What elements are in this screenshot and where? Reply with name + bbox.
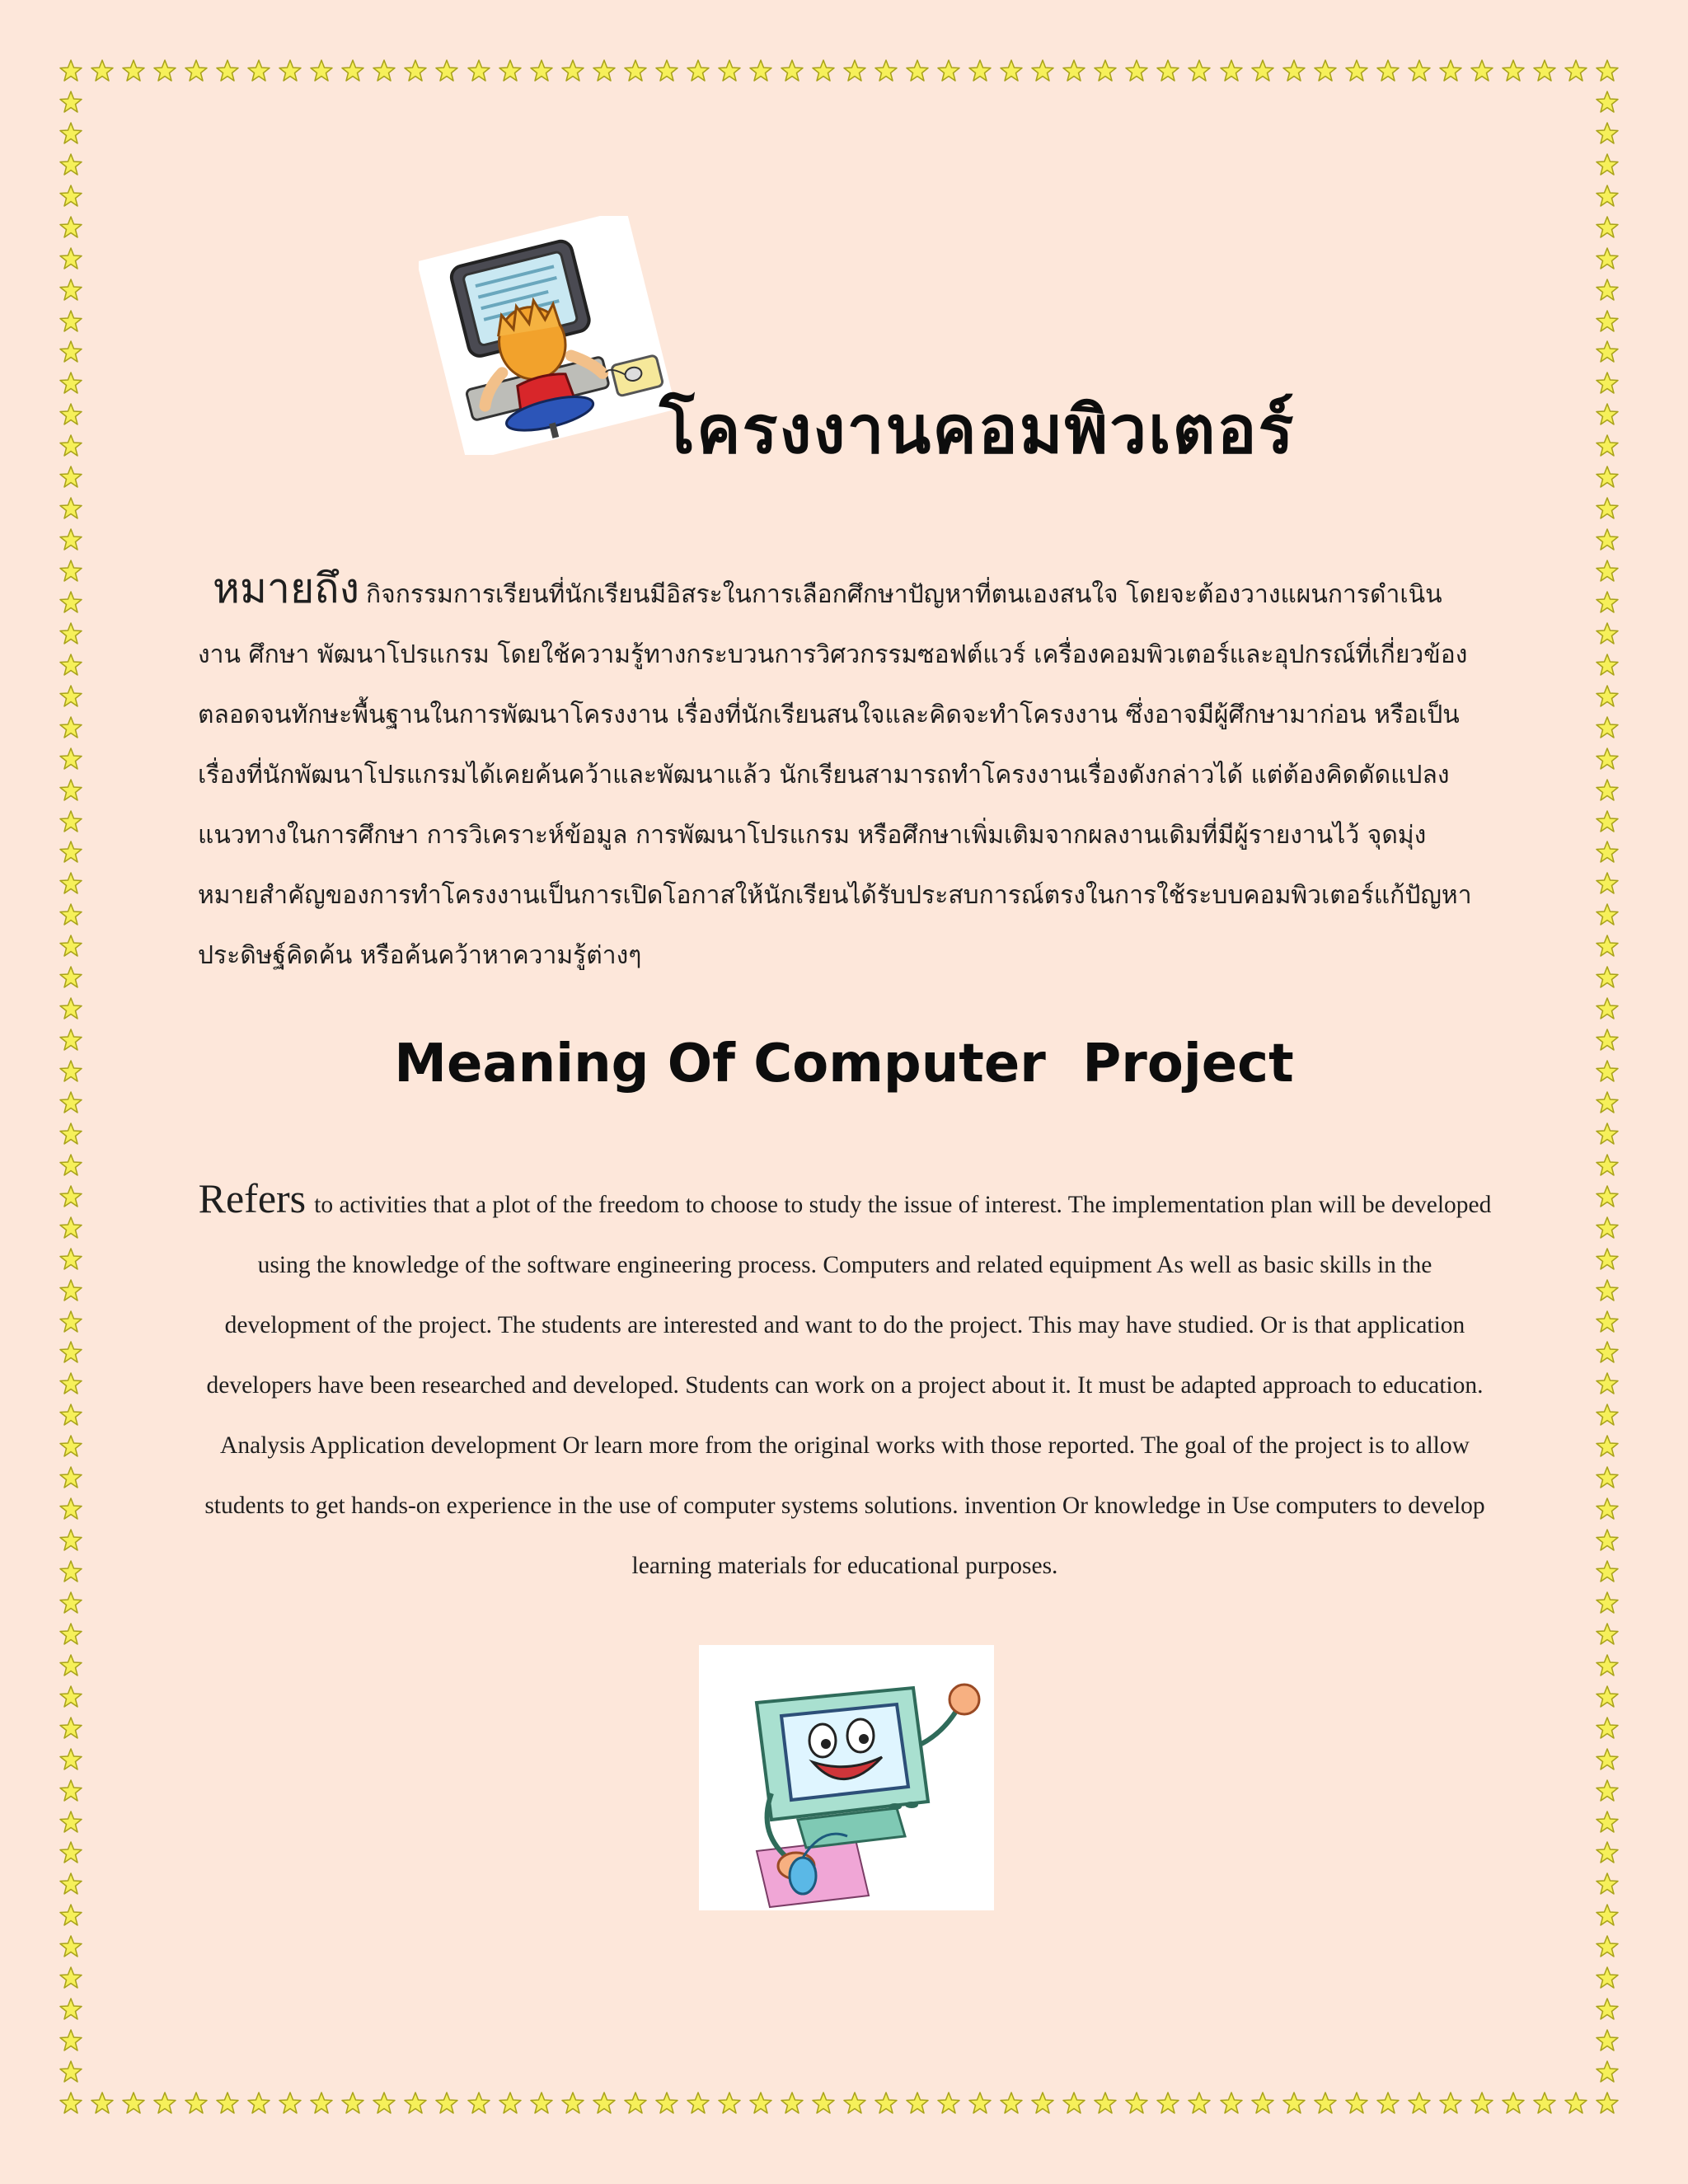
- star-icon: [968, 59, 992, 82]
- star-icon: [59, 1623, 82, 1646]
- star-icon: [530, 59, 553, 82]
- star-icon: [1596, 1717, 1619, 1740]
- star-icon: [59, 779, 82, 802]
- star-icon: [59, 903, 82, 926]
- star-icon: [874, 59, 898, 82]
- english-paragraph: [198, 1169, 1492, 1596]
- star-icon: [341, 2092, 364, 2115]
- star-icon: [530, 2092, 553, 2115]
- star-icon: [1596, 1310, 1619, 1333]
- star-icon: [59, 1811, 82, 1834]
- star-icon: [1251, 2092, 1274, 2115]
- star-icon: [59, 1841, 82, 1864]
- star-icon: [59, 1717, 82, 1740]
- star-icon: [59, 1466, 82, 1489]
- star-icon: [91, 59, 114, 82]
- star-icon: [1596, 279, 1619, 302]
- star-icon: [59, 1872, 82, 1896]
- page-title: โครงงานคอมพิวเตอร์: [659, 391, 1296, 468]
- star-icon: [1094, 2092, 1117, 2115]
- star-icon: [1596, 247, 1619, 270]
- star-icon: [1031, 59, 1054, 82]
- star-icon: [341, 59, 364, 82]
- star-icon: [59, 1591, 82, 1615]
- star-icon: [1596, 1685, 1619, 1708]
- star-icon: [59, 1529, 82, 1552]
- star-icon: [1596, 622, 1619, 645]
- star-icon: [1596, 1811, 1619, 1834]
- star-icon: [1220, 59, 1243, 82]
- star-icon: [59, 685, 82, 708]
- star-icon: [1596, 1529, 1619, 1552]
- star-icon: [1502, 59, 1525, 82]
- star-icon: [59, 1248, 82, 1271]
- star-icon: [1596, 185, 1619, 208]
- star-icon: [1596, 2092, 1619, 2115]
- star-icon: [1596, 1779, 1619, 1802]
- star-icon: [937, 59, 960, 82]
- star-icon: [1000, 2092, 1023, 2115]
- star-icon: [874, 2092, 898, 2115]
- star-icon: [687, 2092, 710, 2115]
- star-icon: [59, 1185, 82, 1208]
- star-icon: [1345, 2092, 1368, 2115]
- star-icon: [1470, 59, 1493, 82]
- star-icon: [1596, 1966, 1619, 1990]
- star-icon: [59, 466, 82, 489]
- star-icon: [1596, 903, 1619, 926]
- star-icon: [59, 434, 82, 457]
- star-icon: [91, 2092, 114, 2115]
- star-icon: [59, 2092, 82, 2115]
- star-icon: [1220, 2092, 1243, 2115]
- star-icon: [1596, 1654, 1619, 1677]
- star-icon: [59, 560, 82, 583]
- star-icon: [906, 2092, 929, 2115]
- star-icon: [1470, 2092, 1493, 2115]
- star-icon: [1596, 497, 1619, 520]
- star-icon: [59, 2029, 82, 2052]
- star-icon: [59, 497, 82, 520]
- thai-body-text: กิจกรรมการเรียนที่นักเรียนมีอิสระในการเลือกศึกษาปัญหาที่ตนเองสนใจ โดยจะต้องวางแผนการดำเนินงาน ศึกษา พัฒนาโปรแกรม โดยใช้ความรู้ทางกระบวนการวิศวกรรมซอฟต์แวร์ เครื่องคอมพิวเตอร์และอุปกรณ์ที่เกี่ยวข้อง ตลอดจนทักษะพื้นฐานในการพัฒนาโครงงาน เรื่องที่นักเรียนสนใจและคิดจะทำโครงงาน ซึ่งอาจมีผู้ศึกษามาก่อน หรือเป็นเรื่องที่นักพัฒนาโปรแกรมได้เคยค้นคว้าและพัฒนาแล้ว นักเรียนสามารถทำโครงงานเรื่องดังกล่าวได้ แต่ต้องคิดดัดแปลงแนวทางในการศึกษา การวิเคราะห์ข้อมูล การพัฒนาโปรแกรม หรือศึกษาเพิ่มเติมจากผลงานเดิมที่มีผู้รายงานไว้ จุดมุ่งหมายสำคัญของการทำโครงงานเป็นการเปิดโอกาสให้นักเรียนได้รับประสบการณ์ตรงในการใช้ระบบคอมพิวเตอร์แก้ปัญหา ประดิษฐ์คิดค้น หรือค้นคว้าหาความรู้ต่างๆ: [198, 580, 1472, 970]
- star-icon: [310, 59, 333, 82]
- star-icon: [1282, 59, 1306, 82]
- star-icon: [1596, 1341, 1619, 1364]
- star-icon: [404, 59, 427, 82]
- star-icon: [1596, 372, 1619, 395]
- thai-paragraph: [198, 559, 1484, 986]
- star-icon: [59, 1904, 82, 1927]
- star-icon: [1376, 2092, 1400, 2115]
- star-icon: [1596, 935, 1619, 958]
- star-icon: [59, 1310, 82, 1333]
- star-icon: [1596, 216, 1619, 239]
- star-icon: [1596, 434, 1619, 457]
- star-icon: [1596, 1560, 1619, 1583]
- star-icon: [1596, 1591, 1619, 1615]
- star-icon: [1533, 59, 1556, 82]
- star-icon: [1596, 1122, 1619, 1146]
- star-icon: [1596, 1154, 1619, 1177]
- star-icon: [1314, 59, 1337, 82]
- star-icon: [404, 2092, 427, 2115]
- star-icon: [467, 59, 490, 82]
- star-icon: [59, 340, 82, 363]
- star-icon: [59, 966, 82, 989]
- thai-lead-word: หมายถึง: [213, 565, 359, 612]
- star-icon: [749, 2092, 772, 2115]
- star-icon: [1596, 2029, 1619, 2052]
- star-icon: [153, 59, 176, 82]
- star-icon: [1596, 1372, 1619, 1395]
- star-icon: [1596, 91, 1619, 114]
- star-icon: [59, 1779, 82, 1802]
- star-icon: [185, 2092, 208, 2115]
- star-icon: [216, 59, 239, 82]
- star-icon: [279, 2092, 302, 2115]
- star-icon: [1596, 1185, 1619, 1208]
- star-icon: [499, 59, 522, 82]
- star-icon: [59, 935, 82, 958]
- star-icon: [624, 59, 647, 82]
- star-icon: [59, 1154, 82, 1177]
- star-icon: [1596, 153, 1619, 176]
- star-icon: [1000, 59, 1023, 82]
- star-icon: [59, 841, 82, 864]
- star-icon: [1596, 1872, 1619, 1896]
- star-icon: [59, 1748, 82, 1771]
- star-icon: [561, 59, 584, 82]
- star-icon: [59, 528, 82, 551]
- star-icon: [1596, 1404, 1619, 1427]
- star-icon: [1125, 2092, 1148, 2115]
- star-icon: [1188, 59, 1211, 82]
- star-icon: [1596, 1248, 1619, 1271]
- star-icon: [153, 2092, 176, 2115]
- star-icon: [1156, 59, 1179, 82]
- star-icon: [59, 185, 82, 208]
- star-icon: [812, 2092, 835, 2115]
- english-body-text: to activities that a plot of the freedom to choose to study the issue of interest. The implementation plan will be developed using the knowledge of the software engineering process. Computers and related equipment As well as basic skills in the development of the project. The students are interested and want to do the project. This may have studied. Or is that application developers have been researched and developed. Students can work on a project about it. It must be adapted approach to education. Analysis Application development Or learn more from the original works with those reported. The goal of the project is to allow students to get hands-on experience in the use of computer systems solutions. invention Or knowledge in Use computers to develop learning materials for educational purposes.: [204, 1192, 1492, 1579]
- star-icon: [310, 2092, 333, 2115]
- star-icon: [1564, 59, 1587, 82]
- star-icon: [1408, 2092, 1431, 2115]
- star-icon: [247, 2092, 270, 2115]
- star-icon: [59, 622, 82, 645]
- star-icon: [59, 1341, 82, 1364]
- star-icon: [655, 2092, 678, 2115]
- star-icon: [59, 91, 82, 114]
- star-icon: [59, 654, 82, 677]
- star-icon: [1596, 560, 1619, 583]
- star-icon: [1596, 1904, 1619, 1927]
- star-icon: [1251, 59, 1274, 82]
- star-icon: [1596, 997, 1619, 1020]
- star-icon: [185, 59, 208, 82]
- star-icon: [1533, 2092, 1556, 2115]
- star-icon: [1596, 122, 1619, 145]
- star-icon: [59, 2060, 82, 2083]
- star-icon: [655, 59, 678, 82]
- star-icon: [593, 2092, 616, 2115]
- star-icon: [1596, 340, 1619, 363]
- star-icon: [499, 2092, 522, 2115]
- star-icon: [59, 310, 82, 333]
- star-icon: [1596, 779, 1619, 802]
- star-icon: [59, 1685, 82, 1708]
- star-icon: [968, 2092, 992, 2115]
- star-icon: [59, 872, 82, 895]
- star-icon: [749, 59, 772, 82]
- star-icon: [1596, 1435, 1619, 1458]
- star-icon: [1125, 59, 1148, 82]
- star-icon: [1596, 872, 1619, 895]
- star-icon: [593, 59, 616, 82]
- star-icon: [1062, 2092, 1085, 2115]
- star-icon: [59, 997, 82, 1020]
- star-icon: [59, 247, 82, 270]
- star-icon: [59, 122, 82, 145]
- star-icon: [1596, 1623, 1619, 1646]
- star-icon: [59, 716, 82, 739]
- smiling-computer-icon: [699, 1645, 994, 1910]
- star-icon: [467, 2092, 490, 2115]
- star-icon: [373, 2092, 396, 2115]
- star-icon: [59, 1966, 82, 1990]
- star-icon: [1596, 403, 1619, 426]
- star-icon: [1596, 2060, 1619, 2083]
- star-icon: [1596, 310, 1619, 333]
- star-icon: [937, 2092, 960, 2115]
- star-icon: [1031, 2092, 1054, 2115]
- star-icon: [561, 2092, 584, 2115]
- star-icon: [1596, 810, 1619, 833]
- star-icon: [59, 279, 82, 302]
- star-icon: [781, 2092, 804, 2115]
- star-icon: [1596, 528, 1619, 551]
- star-icon: [1596, 1216, 1619, 1240]
- star-icon: [1376, 59, 1400, 82]
- star-icon: [1188, 2092, 1211, 2115]
- star-icon: [59, 1497, 82, 1521]
- star-icon: [1408, 59, 1431, 82]
- star-icon: [1282, 2092, 1306, 2115]
- star-icon: [1502, 2092, 1525, 2115]
- star-icon: [59, 1404, 82, 1427]
- star-icon: [373, 59, 396, 82]
- star-icon: [843, 2092, 866, 2115]
- star-icon: [435, 59, 458, 82]
- star-icon: [1596, 591, 1619, 614]
- star-icon: [59, 216, 82, 239]
- star-icon: [906, 59, 929, 82]
- star-icon: [718, 59, 741, 82]
- english-title: Meaning Of Computer Project: [394, 1033, 1294, 1094]
- star-icon: [59, 1654, 82, 1677]
- star-icon: [59, 1372, 82, 1395]
- star-icon: [1596, 59, 1619, 82]
- star-icon: [59, 403, 82, 426]
- star-icon: [216, 2092, 239, 2115]
- star-icon: [1596, 716, 1619, 739]
- star-icon: [59, 1279, 82, 1302]
- star-icon: [59, 748, 82, 771]
- star-icon: [59, 1216, 82, 1240]
- star-icon: [122, 2092, 145, 2115]
- star-icon: [59, 1122, 82, 1146]
- star-icon: [122, 59, 145, 82]
- star-icon: [59, 1935, 82, 1958]
- star-icon: [812, 59, 835, 82]
- english-lead-word: Refers: [198, 1175, 307, 1221]
- star-icon: [1596, 748, 1619, 771]
- star-icon: [59, 810, 82, 833]
- star-icon: [59, 1998, 82, 2021]
- star-icon: [1596, 841, 1619, 864]
- star-icon: [1596, 1466, 1619, 1489]
- star-icon: [1062, 59, 1085, 82]
- star-icon: [1439, 59, 1462, 82]
- star-icon: [624, 2092, 647, 2115]
- star-icon: [1564, 2092, 1587, 2115]
- star-icon: [1439, 2092, 1462, 2115]
- star-icon: [1596, 685, 1619, 708]
- star-icon: [59, 372, 82, 395]
- star-icon: [435, 2092, 458, 2115]
- star-icon: [1314, 2092, 1337, 2115]
- star-icon: [1596, 1748, 1619, 1771]
- star-icon: [1596, 1935, 1619, 1958]
- star-icon: [59, 59, 82, 82]
- star-icon: [1596, 1841, 1619, 1864]
- star-icon: [59, 591, 82, 614]
- star-icon: [247, 59, 270, 82]
- star-icon: [1596, 1497, 1619, 1521]
- star-icon: [781, 59, 804, 82]
- star-icon: [843, 59, 866, 82]
- star-icon: [1156, 2092, 1179, 2115]
- star-icon: [1345, 59, 1368, 82]
- star-icon: [59, 1560, 82, 1583]
- star-icon: [1094, 59, 1117, 82]
- star-icon: [687, 59, 710, 82]
- star-icon: [59, 1435, 82, 1458]
- star-icon: [279, 59, 302, 82]
- star-icon: [1596, 654, 1619, 677]
- boy-at-computer-icon: [419, 216, 674, 455]
- star-icon: [59, 153, 82, 176]
- star-icon: [1596, 966, 1619, 989]
- star-icon: [1596, 1279, 1619, 1302]
- star-icon: [1596, 466, 1619, 489]
- star-icon: [1596, 1998, 1619, 2021]
- star-icon: [718, 2092, 741, 2115]
